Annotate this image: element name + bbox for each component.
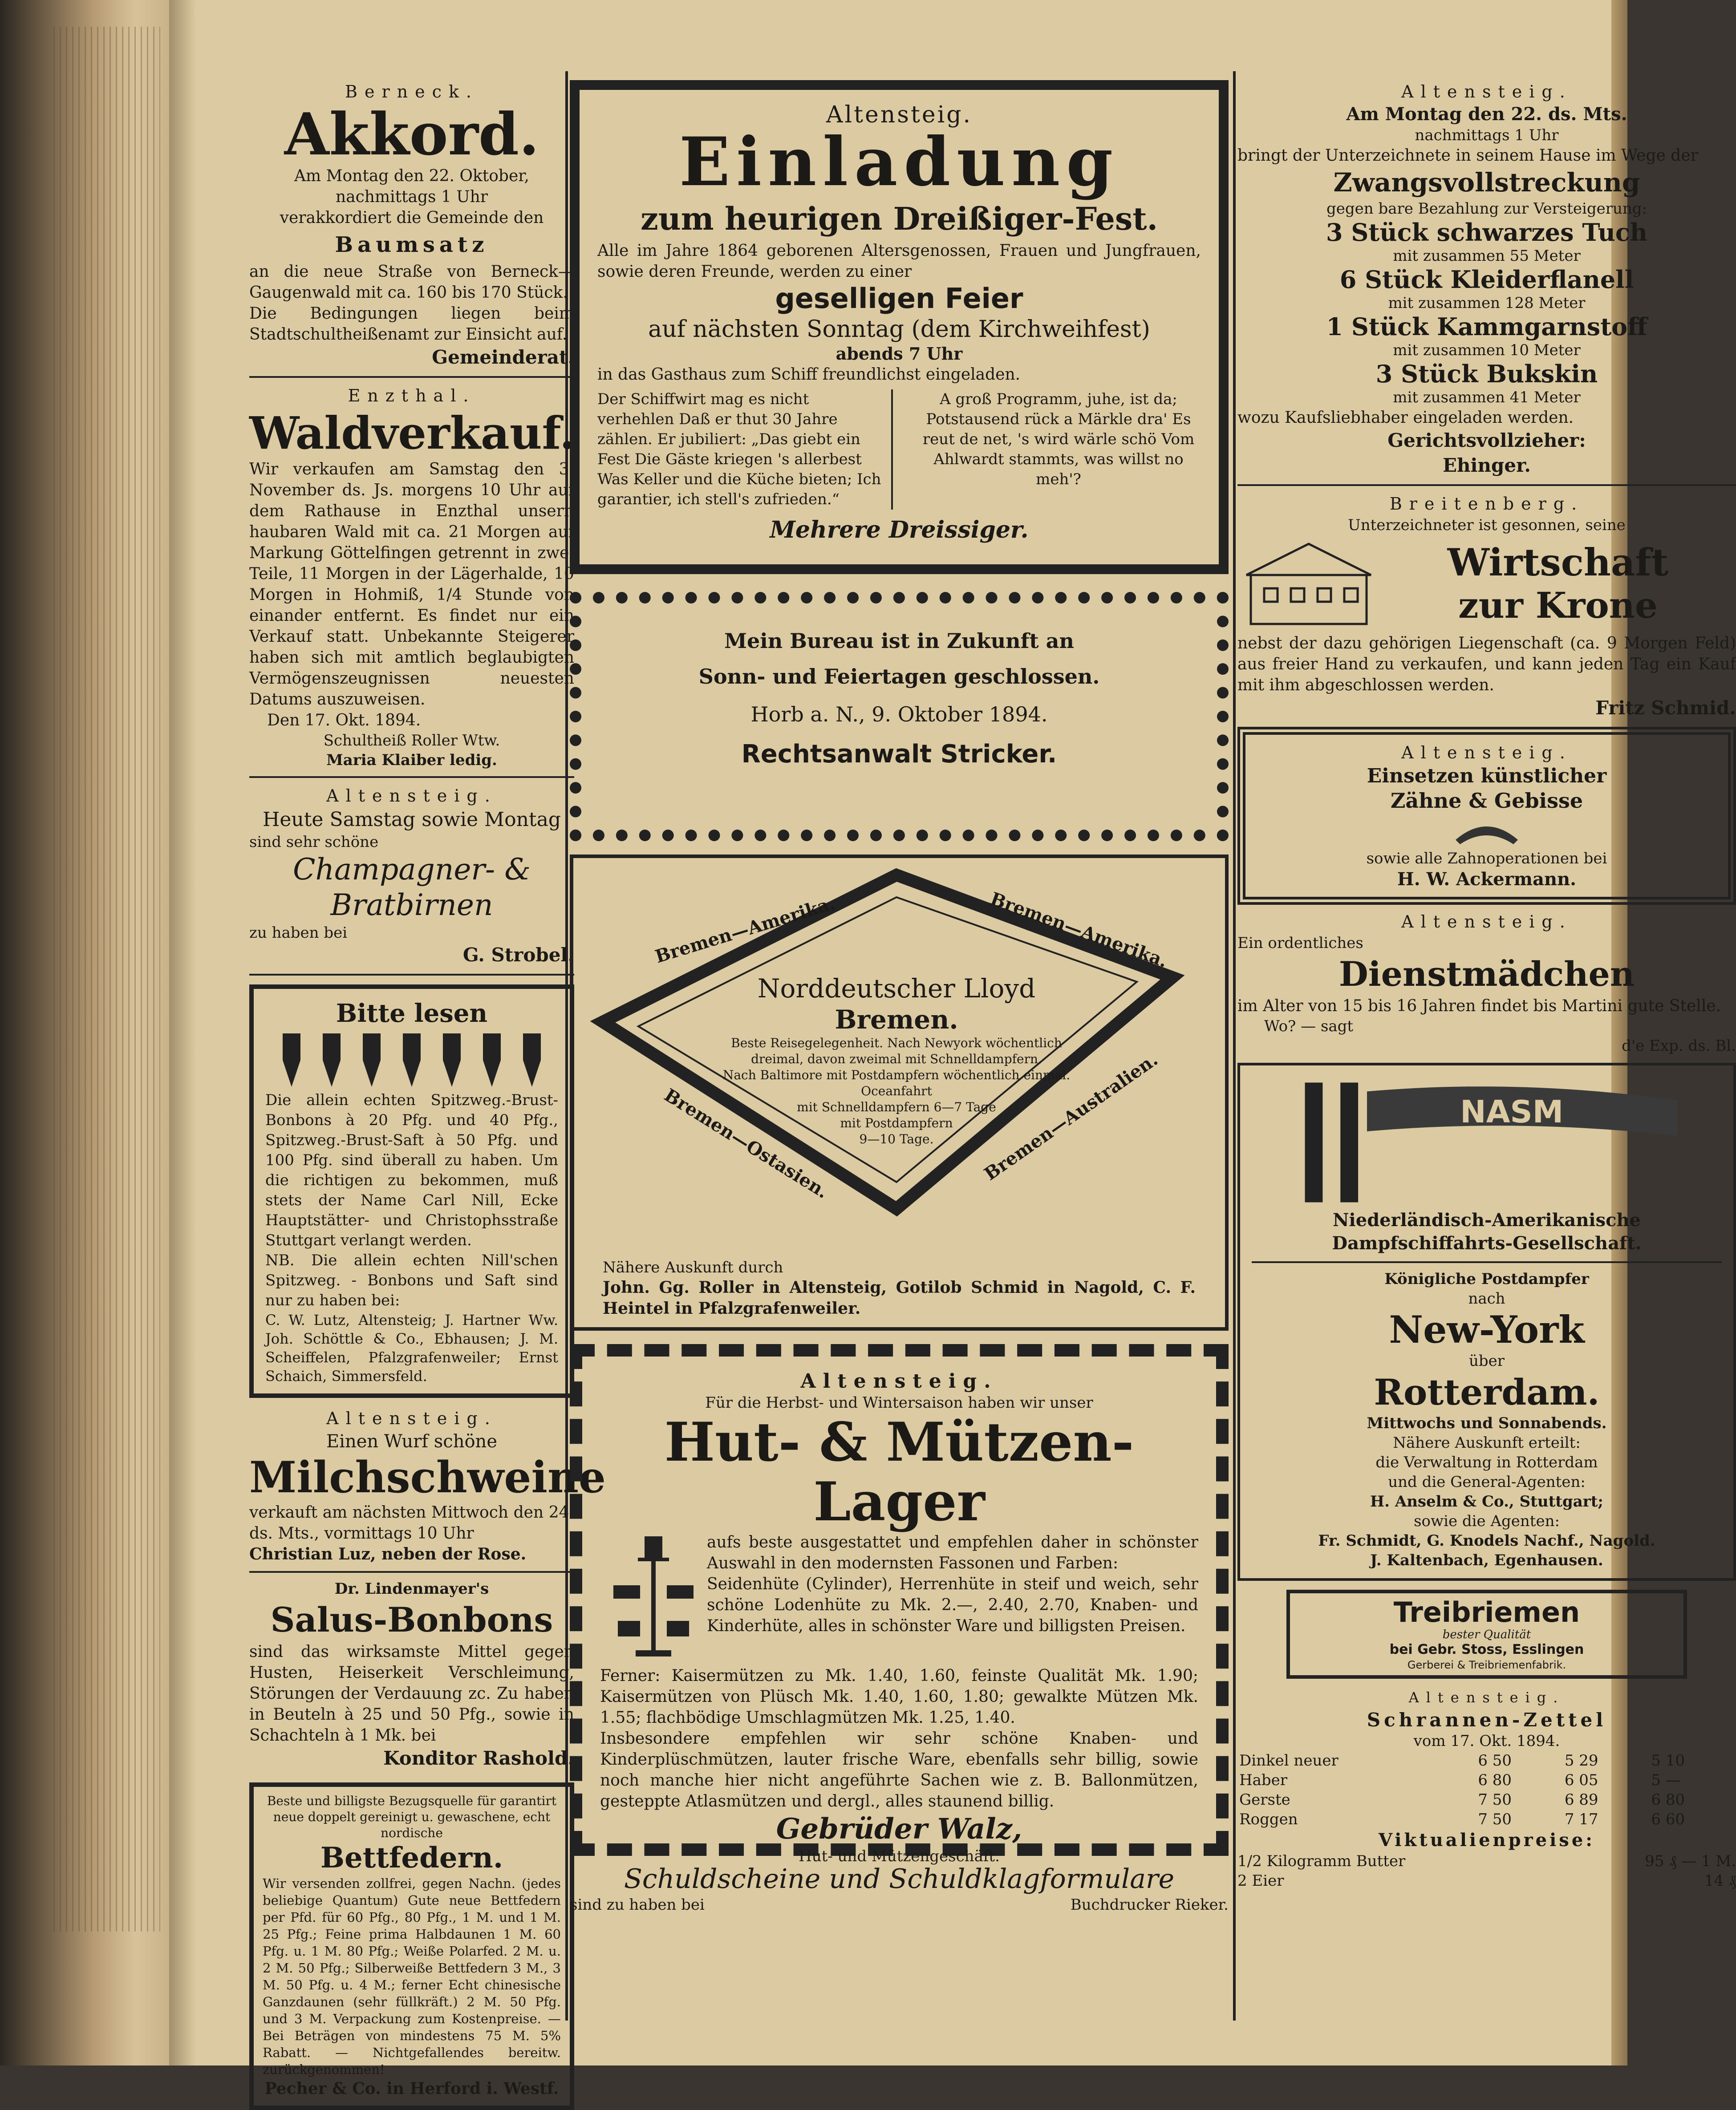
town-label: Altensteig. — [1401, 912, 1572, 931]
ad-text: Beste Reisegelegenheit. Nach Newyork wöchentlich dreimal, davon zweimal mit Schnelldampfern. — [731, 1036, 1062, 1066]
pointing-hand-icon — [269, 1033, 554, 1087]
table-cell: Gerste — [1239, 1791, 1290, 1809]
column-1 — [249, 80, 606, 2110]
table-cell: Roggen — [1239, 1810, 1298, 1828]
ad-line: Mittwochs und Sonnabends. — [1367, 1414, 1607, 1432]
ad-text: NB. Die allein echten Nill'schen Spitzweg. - Bonbons und Saft sind nur zu haben bei: — [265, 1251, 558, 1309]
ad-text: mit Schnelldampfern 6—7 Tage — [797, 1100, 996, 1114]
ad-title: Viktualienpreise: — [1378, 1830, 1595, 1851]
ad-hut-muetzen — [570, 1344, 1229, 1865]
ad-agents: John. Gg. Roller in Altensteig, Gotilob Schmid in Nagold, C. F. Heintel in Pfalzgrafenweiler. — [603, 1278, 1196, 1318]
ad-line: zu haben bei — [249, 924, 348, 942]
ad-subtitle: zum heurigen Dreißiger-Fest. — [640, 200, 1158, 237]
divider — [249, 1571, 574, 1573]
table-cell: 6 60 — [1651, 1810, 1685, 1828]
table-cell: 7 50 — [1478, 1791, 1512, 1809]
town-label: Enzthal. — [348, 386, 476, 405]
ad-text: Alle im Jahre 1864 geborenen Altersgenossen, Frauen und Jungfrauen, sowie deren Freunde, werden zu einer — [597, 242, 1201, 281]
ad-signature: Hut- und Mützengeschäft. — [799, 1847, 1000, 1865]
route-label: Bremen—Ostasien. — [660, 1084, 832, 1203]
ad-title: Einladung — [679, 123, 1119, 201]
item-name: 1 Stück Kammgarnstoff — [1326, 312, 1647, 341]
ad-schrannen — [1237, 1686, 1736, 1891]
table-row — [1237, 1790, 1736, 1810]
ad-line: in das Gasthaus zum Schiff freundlichst eingeladen. — [597, 365, 1021, 384]
ad-line: J. Kaltenbach, Egenhausen. — [1370, 1551, 1603, 1569]
ad-line: sind zu haben bei — [570, 1896, 705, 1914]
ad-line: Ein ordentliches — [1237, 934, 1363, 952]
ad-text: bringt der Unterzeichnete in seinem Hause im Wege der — [1237, 146, 1698, 165]
ad-line: bester Qualität — [1442, 1628, 1531, 1641]
town-label: Altensteig. — [1408, 1689, 1565, 1706]
ad-line: H. Anselm & Co., Stuttgart; — [1370, 1493, 1603, 1511]
town-label: Berneck. — [345, 82, 479, 101]
gutter-shade — [169, 0, 196, 2065]
page-edge-lines — [53, 27, 160, 1932]
victual-row — [1237, 1851, 1736, 1871]
ad-line: abends 7 Uhr — [836, 344, 963, 364]
ad-title: Dienstmädchen — [1339, 954, 1635, 994]
item-sub: mit zusammen 10 Meter — [1393, 341, 1581, 359]
victual-name: 2 Eier — [1237, 1872, 1284, 1890]
ad-sellers: C. W. Lutz, Altensteig; J. Hartner Ww. Joh. Schöttle & Co., Ebhausen; J. M. Scheiffelen, Pfalzgrafenweiler; Ernst Schaich, Simmersfeld. — [265, 1312, 558, 1385]
ad-text: wozu Kaufsliebhaber eingeladen werden. — [1237, 409, 1574, 427]
poem-left: Der Schiffwirt mag es nicht verhehlen Daß er thut 30 Jahre zählen. Er jubiliert: „Das giebt ein Fest Die Gäste kriegen 's allerbest Was Keller und die Küche bieten; Ich garantier, ich stell's zufrieden.“ — [597, 389, 893, 510]
ad-line: Gerberei & Treibriemenfabrik. — [1407, 1659, 1566, 1671]
divider — [1237, 484, 1736, 486]
ad-line: Für die Herbst- und Wintersaison haben wir unser — [705, 1394, 1093, 1412]
ad-krone — [1237, 492, 1736, 721]
ad-treibriemen — [1286, 1590, 1687, 1679]
town-label: Breitenberg. — [1389, 494, 1584, 514]
ad-title: Bitte lesen — [336, 999, 488, 1028]
ad-signature: Schultheiß Roller Wtw. — [323, 732, 500, 749]
ad-line: Einsetzen künstlicher — [1367, 765, 1607, 787]
ad-title: Salus-Bonbons — [270, 1600, 553, 1640]
price-table — [1237, 1751, 1736, 1829]
ad-line: verakkordiert die Gemeinde den — [280, 209, 544, 227]
item-sub: mit zusammen 128 Meter — [1388, 294, 1586, 312]
item-name: 6 Stück Kleiderflanell — [1339, 265, 1634, 294]
ad-line: nachmittags 1 Uhr — [335, 188, 488, 206]
ad-signature: Gebrüder Walz, — [776, 1812, 1022, 1846]
ad-date: vom 17. Okt. 1894. — [1413, 1732, 1560, 1750]
ad-title: Champagner- & — [293, 852, 531, 887]
ad-zahn — [1237, 727, 1736, 905]
ad-waldverkauf — [249, 384, 574, 770]
ad-title: Schuldscheine und Schuldklagformulare — [624, 1863, 1175, 1895]
ad-line: sowie alle Zahnoperationen bei — [1366, 850, 1607, 867]
victual-name: 1/2 Kilogramm Butter — [1237, 1852, 1406, 1870]
ad-title: Bettfedern. — [320, 1841, 503, 1875]
ad-signature: Maria Klaiber ledig. — [326, 751, 497, 769]
ad-title: Waldverkauf. — [249, 407, 575, 459]
ad-text: Nach Baltimore mit Postdampfern wöchentlich einmal. — [722, 1068, 1071, 1082]
ad-text: aufs beste ausgestattet und empfehlen daher in schönster Auswahl in den modernsten Fassonen und Farben: — [707, 1533, 1198, 1572]
ad-nasm — [1237, 1063, 1736, 1581]
town-label: Altensteig. — [1401, 743, 1572, 762]
ad-line: Mein Bureau ist in Zukunft an — [724, 629, 1074, 653]
ad-text: 9—10 Tage. — [859, 1132, 934, 1146]
table-cell: 5 10 — [1651, 1752, 1685, 1770]
ad-text: Die allein echten Spitzweg.-Brust-Bonbons à 20 Pfg. und 40 Pfg., Spitzweg.-Brust-Saft à 50 Pfg. und 100 Pfg. sind überall zu haben. Um die richtigen zu bekommen, muß stets der Name Carl Nill, Ecke Hauptstätter- und Christophsstraße Stuttgart verlangt werden. — [265, 1091, 558, 1249]
item-name: 3 Stück Bukskin — [1375, 360, 1598, 388]
town-label: Altensteig. — [326, 1409, 497, 1428]
ad-line: bei Gebr. Stoss, Esslingen — [1389, 1642, 1584, 1657]
town-label: Altensteig. — [800, 1370, 998, 1393]
ad-line: Nähere Auskunft erteilt: — [1393, 1434, 1581, 1452]
dentures-icon — [1451, 813, 1522, 849]
dentures-row — [1254, 813, 1719, 849]
ad-city: New-York — [1389, 1308, 1585, 1352]
ad-line: über — [1468, 1352, 1505, 1370]
newspaper-page — [169, 0, 1736, 2098]
table-cell: 7 50 — [1478, 1810, 1512, 1828]
pointing-hands-row — [265, 1033, 558, 1087]
ad-line: die Verwaltung in Rotterdam — [1375, 1454, 1598, 1471]
ad-title: Bratbirnen — [330, 888, 493, 922]
column-rule-right — [1233, 71, 1236, 2021]
table-cell: 5 29 — [1564, 1752, 1598, 1770]
ad-line: sowie die Agenten: — [1414, 1512, 1560, 1530]
ad-text: im Alter von 15 bis 16 Jahren findet bis Martini gute Stelle. — [1237, 997, 1721, 1015]
ad-title: Wirtschaft — [1447, 540, 1669, 584]
ad-text: an die neue Straße von Berneck—Gaugenwald mit ca. 160 bis 170 Stück. — [249, 263, 574, 302]
ad-dienstmaedchen — [1237, 910, 1736, 1056]
ad-line: Am Montag den 22. Oktober, — [294, 167, 529, 185]
ad-text: sind das wirksamste Mittel gegen Husten, Heiserkeit Verschleimung, Störungen der Verdauung zc. Zu haben in Beuteln à 25 und 50 Pfg., sowie in Schachteln à 1 Mk. bei — [249, 1643, 574, 1745]
ad-title: Bremen. — [835, 1004, 958, 1035]
divider — [249, 776, 574, 778]
ad-line: auf nächsten Sonntag (dem Kirchweihfest) — [648, 316, 1150, 343]
ad-title: Schrannen-Zettel — [1367, 1709, 1607, 1731]
item-list — [1237, 219, 1736, 407]
divider — [249, 376, 574, 378]
victual-price: 95 ₰ — 1 M. — [1645, 1852, 1736, 1870]
ad-line: Zähne & Gebisse — [1390, 789, 1583, 813]
ad-line: Dr. Lindenmayer's — [334, 1580, 489, 1598]
table-cell: 6 89 — [1564, 1791, 1598, 1809]
ad-text: Seidenhüte (Cylinder), Herrenhüte in steif und weich, sehr schöne Lodenhüte zu Mk. 2.—, 2.40, 2.70, Knaben- und Kinderhüte, alles in schönster Ware und billigsten Preisen. — [707, 1575, 1198, 1635]
ad-text: nebst der dazu gehörigen Liegenschaft (ca. 9 Morgen Feld) aus freier Hand zu verkaufen, und kann jeden Tag ein Kauf mit ihm abgeschlossen werden. — [1237, 634, 1736, 694]
table-row — [1237, 1810, 1736, 1829]
town-label: Altensteig. — [326, 786, 497, 806]
route-label: Bremen—Australien. — [980, 1049, 1162, 1185]
ad-signature: Buchdrucker Rieker. — [1070, 1896, 1229, 1914]
table-row — [1237, 1751, 1736, 1770]
victual-row — [1237, 1871, 1736, 1891]
ad-line: Horb a. N., 9. Oktober 1894. — [750, 702, 1048, 726]
ad-text: Die Bedingungen liegen beim Stadtschultheißenamt zur Einsicht auf. — [249, 304, 574, 344]
item-name: 3 Stück schwarzes Tuch — [1326, 218, 1647, 247]
ad-schuldscheine — [570, 1863, 1229, 1915]
ad-text: mit Postdampfern — [840, 1116, 953, 1130]
ad-text: Wir versenden zollfrei, gegen Nachn. (jedes beliebige Quantum) Gute neue Bettfedern per Pfd. für 60 Pfg., 80 Pfg., 1 M. und 1 M. 25 Pfg.; Feine prima Halbdaunen 1 M. 60 Pfg. u. 1 M. 80 Pfg.; Weiße Polarfed. 2 M. u. 2 M. 50 Pfg.; Silberweiße Bettfedern 3 M., 3 M. 50 Pfg. u. 4 M.; ferner Echt chinesische Ganzdaunen (sehr füllkräft.) 2 M. 50 Pfg. und 3 M. Verpackung zum Kostenpreise. — Bei Beträgen von mindestens 75 M. 5% Rabatt. — Nichtgefallendes bereitw. zurückgenommen! — [263, 1876, 561, 2077]
ad-title: Milchschweine — [249, 1452, 606, 1503]
table-cell: 6 80 — [1651, 1791, 1685, 1809]
ad-text: Oceanfahrt — [861, 1084, 932, 1098]
table-cell: Haber — [1239, 1771, 1288, 1789]
ad-line: nach — [1468, 1290, 1505, 1308]
ad-signature: Pecher & Co. in Herford i. Westf. — [264, 2079, 559, 2098]
poem-row — [597, 389, 1201, 510]
inn-building-icon — [1237, 535, 1380, 633]
lloyd-diamond — [585, 866, 1213, 1258]
ad-title: Niederländisch-Amerikanische Dampfschiffahrts-Gesellschaft. — [1332, 1210, 1642, 1254]
divider — [249, 974, 574, 976]
table-cell: 7 17 — [1564, 1810, 1598, 1828]
ad-line: Königliche Postdampfer — [1384, 1270, 1589, 1288]
ad-line: Am Montag den 22. ds. Mts. — [1346, 104, 1627, 125]
ad-line: Wo? — sagt — [1264, 1017, 1354, 1035]
victual-price: 14 ₰ — [1704, 1872, 1736, 1890]
ad-milchschweine — [249, 1407, 606, 1565]
ad-signature: Fritz Schmid. — [1595, 697, 1736, 719]
column-3 — [1237, 80, 1736, 1891]
poem-right: A groß Programm, juhe, ist da; Potstausend rück a Märkle dra' Es reut de net, 's wird wärle schö Vom Ahlwardt stammts, was willst no meh'? — [922, 390, 1195, 488]
flag-label: NASM — [1460, 1094, 1564, 1130]
ad-title: Norddeutscher Lloyd — [757, 973, 1036, 1004]
ad-line: Beste und billigste Bezugsquelle für garantirt neue doppelt gereinigt u. gewaschene, echt nordische — [267, 1794, 557, 1840]
ad-line: Fr. Schmidt, G. Knodels Nachf., Nagold. — [1318, 1532, 1655, 1550]
ad-subject: Baumsatz — [335, 232, 489, 257]
ad-salus — [249, 1579, 574, 1771]
ad-bitte-lesen — [249, 984, 574, 1398]
ad-signature: d'e Exp. ds. Bl. — [1622, 1037, 1736, 1055]
ad-line: Heute Samstag sowie Montag — [263, 808, 561, 831]
ad-city: Rotterdam. — [1374, 1371, 1600, 1413]
ad-einladung — [570, 80, 1229, 574]
ad-text: Wir verkaufen am Samstag den 3. November ds. Js. morgens 10 Uhr auf dem Rathause in Enzthal unsern haubaren Wald mit ca. 21 Morgen auf Markung Göttelfingen getrennt in zwei Teile, 11 Morgen in der Lägerhalde, 10 Morgen in Hohmiß, 1/4 Stunde von einander entfernt. Es findet nur ein Verkauf statt. Unbekannte Steigerer haben sich mit amtlich beglaubigten Vermögenszeugnissen neuesten Datums auszuweisen. — [249, 460, 574, 709]
ad-line: nachmittags 1 Uhr — [1415, 126, 1559, 144]
divider — [1252, 1261, 1722, 1263]
ad-signature: Ehinger. — [1442, 454, 1531, 476]
ad-line: Unterzeichneter ist gesonnen, seine — [1348, 516, 1626, 534]
ad-bureau — [570, 592, 1229, 841]
ad-champagner — [249, 784, 574, 968]
table-cell: 6 05 — [1564, 1771, 1598, 1789]
table-cell: 6 80 — [1478, 1771, 1512, 1789]
ad-line: Nähere Auskunft durch — [603, 1259, 783, 1276]
ad-lloyd — [570, 855, 1229, 1331]
route-label: Bremen—Amerika. — [653, 892, 838, 968]
krone-head — [1237, 535, 1736, 633]
ad-text: verkauft am nächsten Mittwoch den 24. ds. Mts., vormittags 10 Uhr — [249, 1503, 574, 1543]
table-cell: Dinkel neuer — [1239, 1752, 1339, 1770]
hat-stand-icon — [600, 1532, 707, 1665]
ad-signature: Konditor Rashold. — [383, 1747, 574, 1769]
ad-title: Treibriemen — [1393, 1596, 1580, 1628]
ad-signature: Mehrere Dreissiger. — [770, 516, 1029, 543]
ad-bettfedern — [249, 1782, 574, 2110]
ad-line-row — [570, 1895, 1229, 1915]
ad-signature: G. Strobel. — [462, 944, 574, 966]
item-sub: mit zusammen 41 Meter — [1393, 389, 1581, 406]
table-cell: 6 50 — [1478, 1752, 1512, 1770]
ad-zwangsvollstreckung — [1237, 80, 1736, 478]
book-spine-edge — [0, 0, 169, 2065]
ad-line: Einen Wurf schöne — [326, 1431, 497, 1452]
item-sub: mit zusammen 55 Meter — [1393, 247, 1581, 265]
table-row — [1237, 1770, 1736, 1790]
ad-date: Den 17. Okt. 1894. — [267, 711, 421, 729]
ad-line: und die General-Agenten: — [1388, 1473, 1586, 1491]
town-label: Altensteig. — [1401, 82, 1572, 101]
town-label: Altensteig. — [826, 101, 973, 128]
hut-body — [600, 1532, 1198, 1665]
ad-line: sind sehr schöne — [249, 833, 379, 851]
table-cell: 5 — — [1651, 1771, 1681, 1789]
ad-highlight: geselligen Feier — [775, 282, 1023, 315]
column-2 — [570, 80, 1229, 1915]
route-label: Bremen—Amerika. — [987, 888, 1171, 972]
ad-signature: H. W. Ackermann. — [1397, 869, 1577, 890]
ad-signature: Gemeinderat. — [432, 346, 574, 368]
ad-akkord — [249, 80, 574, 370]
lloyd-center — [718, 973, 1075, 1147]
ad-title: zur Krone — [1458, 584, 1658, 626]
ad-line: gegen bare Bezahlung zur Versteigerung: — [1326, 200, 1647, 218]
ad-text: Ferner: Kaisermützen zu Mk. 1.40, 1.60, feinste Qualität Mk. 1.90; Kaisermützen von Plüsch Mk. 1.40, 1.60, 1.80; gewalkte Mützen Mk. 1.55; flachbödige Umschlagmützen Mk. 1.25, 1.40. — [600, 1667, 1198, 1727]
ad-line: Sonn- und Feiertagen geschlossen. — [698, 664, 1100, 688]
ad-title: Hut- & Mützen-Lager — [664, 1411, 1134, 1533]
ad-title: Zwangsvollstreckung — [1333, 167, 1640, 198]
ad-signature: Christian Luz, neben der Rose. — [249, 1545, 527, 1563]
ad-text: Insbesondere empfehlen wir sehr schöne Knaben- und Kinderplüschmützen, lauter frische Ware, ebenfalls sehr billig, sowie noch manche hier nicht angeführte Sachen wie z. B. Ballonmützen, gesteppte Atlasmützen und dergl., alles staunend billig. — [600, 1729, 1198, 1810]
ad-title: Akkord. — [284, 100, 539, 168]
ship-flag-icon — [1252, 1073, 1722, 1207]
ad-signature: Rechtsanwalt Stricker. — [741, 740, 1057, 769]
ad-signature: Gerichtsvollzieher: — [1387, 429, 1586, 451]
